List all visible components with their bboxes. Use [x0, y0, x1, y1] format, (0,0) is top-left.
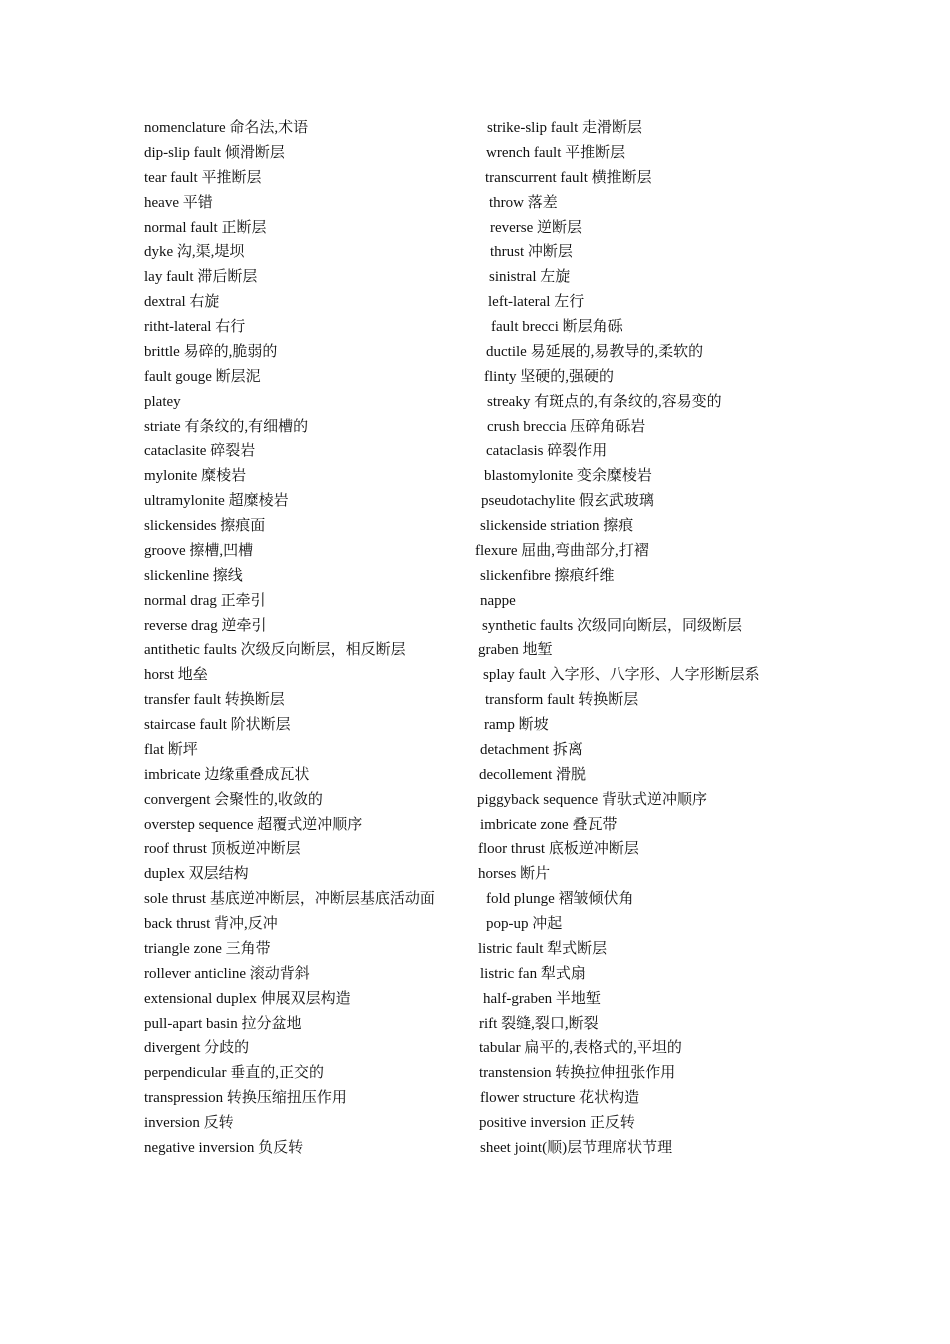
glossary-term-left: normal drag 正牵引: [144, 592, 266, 609]
glossary-term-right: graben 地堑: [478, 642, 553, 659]
glossary-row: [144, 813, 864, 838]
glossary-term-left: imbricate 边缘重叠成瓦状: [144, 766, 310, 783]
glossary-term-left: ritht-lateral 右行: [144, 319, 246, 335]
glossary-term-left: normal fault 正断层: [144, 219, 267, 236]
glossary-term-right: flower structure 花状构造: [480, 1090, 640, 1107]
glossary-term-right: transform fault 转换断层: [485, 692, 639, 709]
glossary-term-left: negative inversion 负反转: [144, 1139, 304, 1156]
glossary-row: [144, 191, 864, 216]
glossary-term-right: synthetic faults 次级同向断层，同级断层: [482, 617, 742, 634]
glossary-row: [144, 614, 864, 639]
glossary-term-left: duplex 双层结构: [144, 866, 249, 883]
glossary-row: [144, 564, 864, 589]
glossary-term-left: tear fault 平推断层: [144, 169, 262, 186]
glossary-term-right: left-lateral 左行: [488, 294, 585, 311]
glossary-term-right: half-graben 半地堑: [483, 990, 601, 1007]
glossary-term-right: slickenside striation 擦痕: [480, 518, 634, 534]
glossary-term-left: transpression 转换压缩扭压作用: [144, 1090, 347, 1107]
glossary-row: [144, 290, 864, 315]
glossary-row: [144, 265, 864, 290]
glossary-row: [144, 166, 864, 191]
glossary-term-left: fault gouge 断层泥: [144, 368, 261, 385]
glossary-term-left: staircase fault 阶状断层: [144, 717, 291, 733]
glossary-term-right: fold plunge 褶皱倾伏角: [486, 891, 634, 908]
glossary-row: [144, 116, 864, 141]
glossary-term-right: slickenfibre 擦痕纤维: [480, 567, 615, 584]
glossary-term-right: ramp 断坡: [484, 717, 549, 733]
glossary-term-left: horst 地垒: [144, 667, 208, 684]
glossary-term-left: dextral 右旋: [144, 294, 220, 311]
glossary-term-left: back thrust 背冲,反冲: [144, 916, 278, 932]
glossary-term-right: throw 落差: [489, 194, 558, 211]
glossary-term-left: groove 擦槽,凹槽: [144, 542, 254, 559]
glossary-term-left: ultramylonite 超糜棱岩: [144, 493, 289, 510]
glossary-term-left: nomenclature 命名法,术语: [144, 120, 309, 136]
glossary-term-right: listric fault 犁式断层: [478, 940, 608, 957]
glossary-row: [144, 439, 864, 464]
glossary-term-left: extensional duplex 伸展双层构造: [144, 990, 351, 1007]
glossary-row: [144, 141, 864, 166]
glossary-term-right: streaky 有斑点的,有条纹的,容易变的: [487, 393, 722, 410]
glossary-row: [144, 788, 864, 813]
glossary-term-left: lay fault 滞后断层: [144, 269, 258, 286]
glossary-term-left: slickensides 擦痕面: [144, 518, 266, 534]
glossary-row: [144, 688, 864, 713]
glossary-row: [144, 390, 864, 415]
glossary-row: [144, 539, 864, 564]
glossary-row: [144, 489, 864, 514]
glossary-term-right: wrench fault 平推断层: [486, 144, 626, 161]
glossary-term-left: dip-slip fault 倾滑断层: [144, 144, 285, 161]
glossary-term-right: flexure 屈曲,弯曲部分,打褶: [475, 542, 649, 559]
glossary-row: [144, 1036, 864, 1061]
glossary-row: [144, 514, 864, 539]
glossary-row: [144, 738, 864, 763]
glossary-term-right: horses 断片: [478, 866, 551, 883]
glossary-term-right: rift 裂缝,裂口,断裂: [479, 1015, 599, 1032]
glossary-term-left: heave 平错: [144, 194, 213, 211]
glossary-term-right: floor thrust 底板逆冲断层: [478, 841, 639, 858]
glossary-row: [144, 663, 864, 688]
glossary-term-right: nappe: [480, 592, 516, 609]
glossary-term-right: listric fan 犁式扇: [480, 965, 586, 982]
glossary-row: [144, 862, 864, 887]
glossary-row: [144, 1061, 864, 1086]
glossary-row: [144, 638, 864, 663]
glossary-term-left: convergent 会聚性的,收敛的: [144, 791, 323, 808]
glossary-term-right: pop-up 冲起: [486, 916, 563, 932]
glossary-term-right: thrust 冲断层: [490, 244, 573, 261]
glossary-term-left: platey: [144, 393, 181, 410]
glossary-term-left: sole thrust 基底逆冲断层，冲断层基底活动面: [144, 891, 435, 908]
glossary-term-right: piggyback sequence 背驮式逆冲顺序: [477, 791, 707, 808]
glossary-term-left: reverse drag 逆牵引: [144, 617, 267, 634]
glossary-term-left: triangle zone 三角带: [144, 940, 271, 957]
glossary-term-right: splay fault 入字形、八字形、人字形断层系: [483, 667, 760, 684]
glossary-row: [144, 937, 864, 962]
glossary-term-right: cataclasis 碎裂作用: [486, 443, 608, 460]
glossary-row: [144, 837, 864, 862]
glossary-term-right: strike-slip fault 走滑断层: [487, 120, 642, 136]
glossary-term-left: perpendicular 垂直的,正交的: [144, 1065, 324, 1082]
glossary-term-left: brittle 易碎的,脆弱的: [144, 343, 278, 360]
glossary-term-right: pseudotachylite 假玄武玻璃: [481, 493, 654, 510]
glossary-term-right: ductile 易延展的,易教导的,柔软的: [486, 343, 704, 360]
glossary-row: [144, 1012, 864, 1037]
glossary-term-right: imbricate zone 叠瓦带: [480, 816, 618, 833]
glossary-term-left: overstep sequence 超覆式逆冲顺序: [144, 816, 363, 833]
glossary-term-right: sheet joint(顺)层节理席状节理: [480, 1139, 673, 1156]
glossary-row: [144, 962, 864, 987]
glossary-row: [144, 912, 864, 937]
glossary-term-right: blastomylonite 变余糜棱岩: [484, 468, 652, 485]
glossary-term-left: slickenline 擦线: [144, 567, 243, 584]
glossary-term-left: rollever anticline 滚动背斜: [144, 965, 310, 982]
glossary-row: [144, 415, 864, 440]
glossary-row: [144, 763, 864, 788]
glossary-row: [144, 1111, 864, 1136]
glossary-row: [144, 1136, 864, 1161]
glossary-term-right: decollement 滑脱: [479, 766, 587, 783]
glossary-row: [144, 887, 864, 912]
glossary-row: [144, 713, 864, 738]
glossary-term-right: positive inversion 正反转: [479, 1115, 635, 1131]
glossary-row: [144, 987, 864, 1012]
glossary-term-left: divergent 分歧的: [144, 1040, 250, 1057]
glossary-term-right: fault brecci 断层角砾: [491, 319, 623, 335]
glossary-row: [144, 365, 864, 390]
glossary-term-left: roof thrust 顶板逆冲断层: [144, 841, 301, 858]
glossary-term-right: reverse 逆断层: [490, 219, 583, 236]
glossary-row: [144, 1086, 864, 1111]
glossary-term-left: transfer fault 转换断层: [144, 692, 285, 709]
glossary-term-right: detachment 拆离: [480, 741, 583, 758]
glossary-term-left: dyke 沟,渠,堤坝: [144, 244, 245, 261]
glossary-row: [144, 464, 864, 489]
glossary-row: [144, 240, 864, 265]
glossary-row: [144, 589, 864, 614]
glossary-term-left: antithetic faults 次级反向断层，相反断层: [144, 642, 406, 659]
glossary-term-right: transtension 转换拉伸扭张作用: [479, 1065, 676, 1082]
glossary-term-right: tabular 扁平的,表格式的,平坦的: [479, 1040, 682, 1057]
glossary-term-right: transcurrent fault 横推断层: [485, 169, 652, 186]
glossary-term-left: pull-apart basin 拉分盆地: [144, 1015, 302, 1032]
glossary-term-right: crush breccia 压碎角砾岩: [487, 418, 646, 435]
glossary-term-left: cataclasite 碎裂岩: [144, 443, 256, 460]
glossary-list: [144, 116, 864, 1161]
glossary-term-left: inversion 反转: [144, 1115, 234, 1131]
glossary-row: [144, 315, 864, 340]
glossary-term-right: flinty 坚硬的,强硬的: [484, 368, 614, 385]
glossary-row: [144, 216, 864, 241]
glossary-term-left: flat 断坪: [144, 741, 198, 758]
glossary-term-left: mylonite 糜棱岩: [144, 468, 247, 485]
glossary-term-right: sinistral 左旋: [489, 269, 571, 286]
glossary-term-left: striate 有条纹的,有细槽的: [144, 418, 309, 435]
glossary-row: [144, 340, 864, 365]
